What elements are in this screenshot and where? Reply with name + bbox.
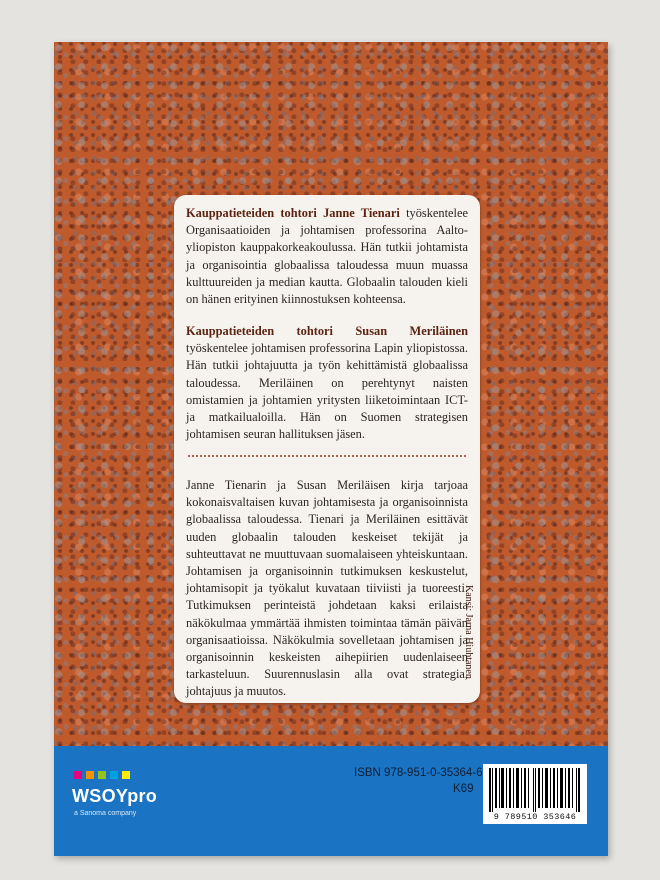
text-panel bbox=[174, 195, 480, 703]
author-bio-merilainen bbox=[186, 323, 468, 443]
barcode-bars bbox=[489, 768, 581, 812]
publisher-logo-squares bbox=[74, 771, 130, 779]
logo-square bbox=[122, 771, 130, 779]
author-name-merilainen: Kauppatieteiden tohtori Susan Meriläinen bbox=[186, 324, 468, 338]
dotted-divider bbox=[188, 455, 466, 457]
logo-square bbox=[86, 771, 94, 779]
author-bio-tienari bbox=[186, 205, 468, 308]
bio-text-merilainen: työskentelee johtamisen professorina Lapin yliopistossa. Hän tutkii johtajuutta ja työn kehittämistä globaalissa taloudessa. Meriläinen on perehtynyt naisten omistamien ja johtamien yritysten liiketoimintaan ICT- ja matkailualoilla. Hän on Suomen strategisen johtamisen seuran hallituksen jäsen. bbox=[186, 341, 468, 442]
logo-square bbox=[74, 771, 82, 779]
isbn-number: ISBN 978-951-0-35364-6 bbox=[354, 767, 483, 779]
bio-text-tienari: työskentelee Organisaatioiden ja johtamisen professorina Aalto-yliopiston kauppakorkeakoulussa. Hän tutkii johtamista ja organisointia globaalissa taloudessa muun muassa kulttuureiden ja median kautta. Globaalin talouden kieli on hänen erityinen kiinnostuksen kohteensa. bbox=[186, 206, 468, 307]
classification-code: K69 bbox=[453, 783, 474, 795]
publisher-logo: WSOYpro bbox=[72, 786, 158, 806]
book-description: Janne Tienarin ja Susan Meriläisen kirja tarjoaa kokonaisvaltaisen kuvan johtamisesta ja organisoinnista globaalissa taloudessa. Tienari ja Meriläinen esittävät uuden globaalin talouden keskeiset tekijät ja suhteuttavat ne muuttuvaan suomalaiseen yhteiskuntaan. Johtamisen ja organisoinnin tutkimuksen keskustelut, johtamisopit ja työkalut kuvataan tiiviisti ja tuoreesti. Tutkimuksen perinteistä johdetaan kaksi erilaista näkökulmaa ymmärtää ihmisten toimintaa tämän päivän organisaatioissa. Näkökulmia sovelletaan johtamisen ja organisoinnin keskeisten aihepiirien uudenlaiseen tarkasteluun. Suurennuslasin alla ovat strategia, johtajuus ja muutos. bbox=[186, 478, 468, 699]
publisher-tagline: a Sanoma company bbox=[74, 810, 137, 817]
author-name-tienari: Kauppatieteiden tohtori Janne Tienari bbox=[186, 206, 400, 220]
barcode-number: 9 789510 353646 bbox=[493, 812, 577, 822]
logo-square bbox=[110, 771, 118, 779]
logo-square bbox=[98, 771, 106, 779]
barcode bbox=[483, 764, 587, 824]
cover-credit: Kansi: Jarna Hiuhtanen bbox=[463, 585, 474, 679]
